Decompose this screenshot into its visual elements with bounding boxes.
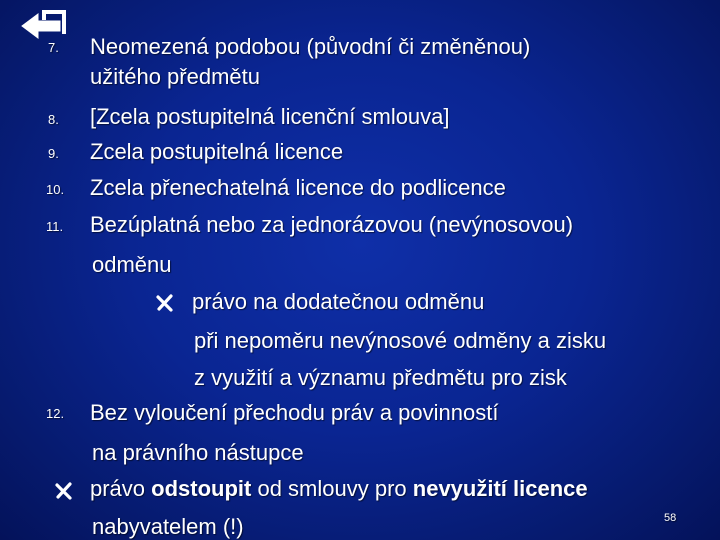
return-arrow-icon[interactable] bbox=[16, 6, 68, 50]
sub-point-line-2: při nepoměru nevýnosové odměny a zisku bbox=[194, 328, 607, 353]
item-number-8: 8. bbox=[48, 112, 59, 127]
final-point-bold-2: nevyužití licence bbox=[412, 476, 588, 501]
item-number-7: 7. bbox=[48, 40, 59, 55]
item-7-line-1: Neomezená podobou (původní či změněnou) bbox=[90, 34, 531, 59]
item-number-11: 11. bbox=[46, 219, 64, 234]
item-11-line-1: Bezúplatná nebo za jednorázovou (nevýnosovou) bbox=[90, 212, 574, 237]
final-point-line-1 bbox=[90, 476, 588, 502]
item-8-line-1: [Zcela postupitelná licenční smlouva] bbox=[90, 104, 450, 129]
item-number-9: 9. bbox=[48, 146, 59, 161]
item-number-10: 10. bbox=[46, 182, 65, 197]
item-9-line-1: Zcela postupitelná licence bbox=[90, 139, 344, 164]
page-number: 58 bbox=[664, 512, 677, 524]
final-point-text-2: od smlouvy pro bbox=[251, 476, 413, 501]
x-mark-icon bbox=[155, 293, 175, 313]
item-7-line-2: užitého předmětu bbox=[90, 64, 260, 89]
x-mark-icon bbox=[54, 481, 74, 501]
item-11-line-2: odměnu bbox=[92, 252, 172, 277]
final-point-line-2: nabyvatelem (!) bbox=[92, 514, 244, 539]
item-10-line-1: Zcela přenechatelná licence do podlicence bbox=[90, 175, 506, 200]
item-12-line-1: Bez vyloučení přechodu práv a povinností bbox=[90, 400, 499, 425]
item-number-12: 12. bbox=[46, 406, 65, 421]
final-point-bold-1: odstoupit bbox=[151, 476, 252, 501]
sub-point-line-1: právo na dodatečnou odměnu bbox=[192, 289, 485, 314]
item-12-line-2: na právního nástupce bbox=[92, 440, 304, 465]
sub-point-line-3: z využití a významu předmětu pro zisk bbox=[194, 365, 567, 390]
final-point-text-1: právo bbox=[90, 476, 152, 501]
